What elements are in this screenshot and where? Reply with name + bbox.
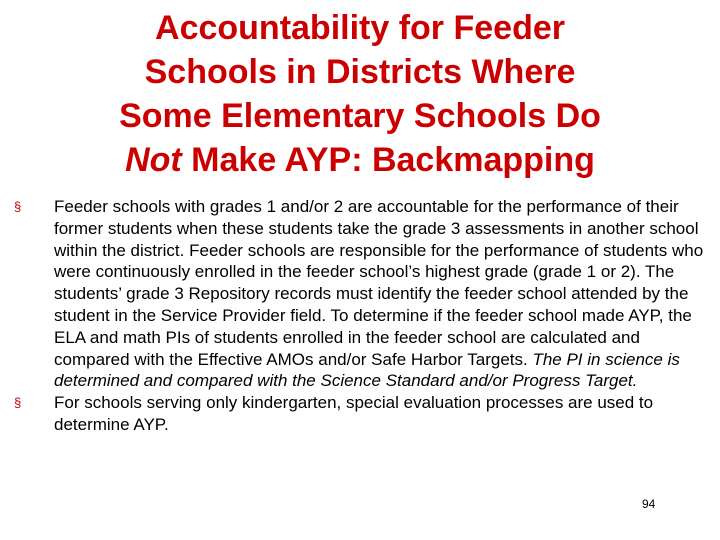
title-line-2: Schools in Districts Where	[144, 53, 576, 91]
bullet-square-icon: §	[14, 395, 22, 411]
list-item	[14, 196, 714, 392]
bullet-text: Feeder schools with grades 1 and/or 2 are accountable for the performance of their former students when these students take the grade 3 assessments in another school within the district. Feeder schools are responsible for the performance of students who were continuously enrolled in the feeder school’s highest grade (grade 1 or 2). The students’ grade 3 Repository records must identify the feeder school attended by the student in the Service Provider field. To determine if the feeder school made AYP, the ELA and math PIs of students enrolled in the feeder school are calculated and compared with the Effective AMOs and/or Safe Harbor Targets.	[54, 197, 704, 369]
title-line-1: Accountability for Feeder	[155, 9, 565, 47]
title-line-3: Some Elementary Schools Do	[119, 97, 601, 135]
title-line-4	[0, 138, 720, 182]
list-item	[14, 392, 714, 436]
bullet-list	[14, 196, 714, 436]
slide-title	[0, 6, 720, 182]
bullet-square-icon: §	[14, 199, 22, 214]
title-line-4-rest: Make AYP: Backmapping	[181, 141, 595, 179]
bullet-text: For schools serving only kindergarten, special evaluation processes are used to determine AYP.	[54, 393, 654, 434]
page-number: 94	[642, 497, 656, 511]
bullet-italic-text: The PI in science is determined and compared with the Science Standard and/or Progress Target.	[54, 349, 680, 391]
title-emphasis-not: Not	[125, 141, 182, 179]
